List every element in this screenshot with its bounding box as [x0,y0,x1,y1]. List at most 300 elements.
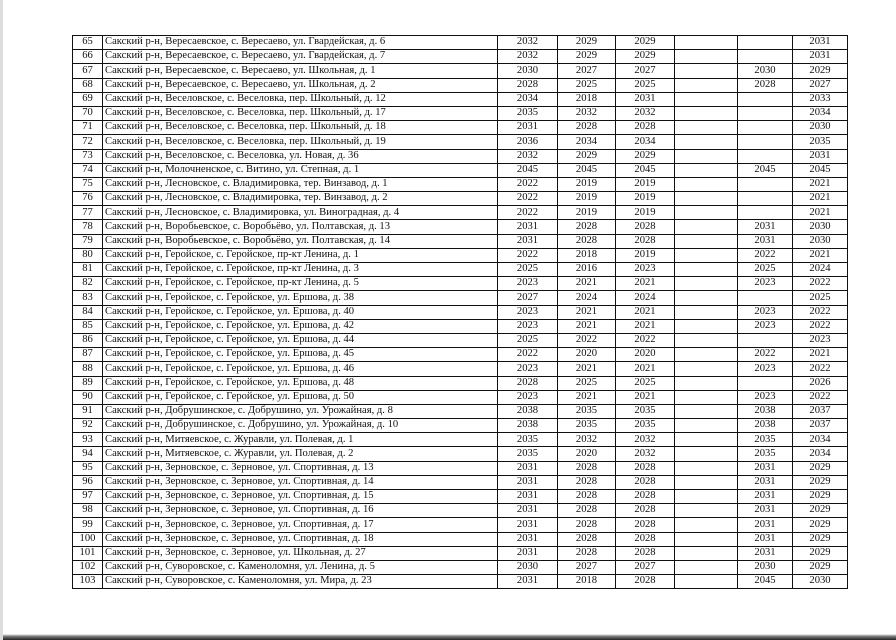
year-cell-3: 2034 [616,135,675,149]
table-row [73,64,848,78]
year-cell-4 [738,36,793,50]
year-cell-1: 2023 [498,305,558,319]
row-number-cell: 71 [73,121,103,135]
year-cell-4: 2031 [738,220,793,234]
table-row [73,518,848,532]
year-cell-2: 2028 [558,220,616,234]
year-cell-1: 2022 [498,177,558,191]
year-cell-1: 2030 [498,560,558,574]
year-cell-4 [738,106,793,120]
year-cell-3: 2029 [616,50,675,64]
address-cell: Сакский р-н, Лесновское, с. Владимировка, ул. Виноградная, д. 4 [103,206,498,220]
year-cell-2: 2035 [558,419,616,433]
empty-cell [675,277,738,291]
address-cell: Сакский р-н, Митяевское, с. Журавли, ул. Полевая, д. 2 [103,447,498,461]
year-cell-3: 2025 [616,376,675,390]
table-row [73,376,848,390]
row-number-cell: 103 [73,575,103,589]
year-cell-2: 2020 [558,447,616,461]
year-cell-2: 2027 [558,560,616,574]
year-cell-3: 2028 [616,121,675,135]
empty-cell [675,518,738,532]
year-cell-1: 2035 [498,106,558,120]
address-cell: Сакский р-н, Геройское, с. Геройское, ул. Ершова, д. 46 [103,362,498,376]
year-cell-3: 2019 [616,192,675,206]
empty-cell [675,135,738,149]
address-cell: Сакский р-н, Суворовское, с. Каменоломня, ул. Мира, д. 23 [103,575,498,589]
table-row [73,277,848,291]
empty-cell [675,64,738,78]
year-cell-4 [738,206,793,220]
empty-cell [675,291,738,305]
year-cell-5: 2029 [793,461,848,475]
year-cell-4: 2023 [738,277,793,291]
table-row [73,319,848,333]
year-cell-3: 2028 [616,234,675,248]
empty-cell [675,163,738,177]
year-cell-4: 2030 [738,560,793,574]
year-cell-3: 2027 [616,560,675,574]
year-cell-5: 2031 [793,149,848,163]
empty-cell [675,504,738,518]
year-cell-1: 2035 [498,447,558,461]
year-cell-1: 2031 [498,461,558,475]
empty-cell [675,333,738,347]
year-cell-1: 2031 [498,518,558,532]
year-cell-2: 2028 [558,532,616,546]
address-cell: Сакский р-н, Молочненское, с. Витино, ул. Степная, д. 1 [103,163,498,177]
address-cell: Сакский р-н, Зерновское, с. Зерновое, ул. Спортивная, д. 13 [103,461,498,475]
table-row [73,78,848,92]
empty-cell [675,234,738,248]
year-cell-2: 2027 [558,64,616,78]
table-row [73,234,848,248]
table-body [73,36,848,589]
empty-cell [675,319,738,333]
year-cell-1: 2031 [498,121,558,135]
year-cell-5: 2022 [793,277,848,291]
table-row [73,560,848,574]
year-cell-3: 2029 [616,149,675,163]
row-number-cell: 65 [73,36,103,50]
address-cell: Сакский р-н, Зерновское, с. Зерновое, ул. Спортивная, д. 14 [103,475,498,489]
row-number-cell: 75 [73,177,103,191]
year-cell-3: 2045 [616,163,675,177]
year-cell-4: 2045 [738,163,793,177]
year-cell-5: 2030 [793,220,848,234]
address-cell: Сакский р-н, Геройское, с. Геройское, ул. Ершова, д. 44 [103,333,498,347]
address-cell: Сакский р-н, Геройское, с. Геройское, ул. Ершова, д. 42 [103,319,498,333]
scan-left-edge [0,0,3,640]
year-cell-5: 2030 [793,121,848,135]
year-cell-5: 2029 [793,532,848,546]
address-cell: Сакский р-н, Веселовское, с. Веселовка, пер. Школьный, д. 18 [103,121,498,135]
year-cell-5: 2045 [793,163,848,177]
empty-cell [675,362,738,376]
table-row [73,163,848,177]
empty-cell [675,50,738,64]
year-cell-3: 2028 [616,504,675,518]
year-cell-2: 2029 [558,149,616,163]
table-row [73,248,848,262]
year-cell-3: 2028 [616,518,675,532]
address-cell: Сакский р-н, Лесновское, с. Владимировка, тер. Винзавод, д. 1 [103,177,498,191]
empty-cell [675,348,738,362]
year-cell-5: 2034 [793,433,848,447]
address-cell: Сакский р-н, Добрушинское, с. Добрушино, ул. Урожайная, д. 8 [103,404,498,418]
year-cell-3: 2024 [616,291,675,305]
year-cell-2: 2019 [558,192,616,206]
year-cell-5: 2027 [793,78,848,92]
row-number-cell: 79 [73,234,103,248]
row-number-cell: 94 [73,447,103,461]
year-cell-2: 2024 [558,291,616,305]
year-cell-4: 2022 [738,348,793,362]
year-cell-2: 2028 [558,475,616,489]
table-row [73,447,848,461]
year-cell-1: 2027 [498,291,558,305]
year-cell-5: 2030 [793,575,848,589]
year-cell-2: 2021 [558,362,616,376]
row-number-cell: 87 [73,348,103,362]
year-cell-4: 2038 [738,404,793,418]
year-cell-2: 2018 [558,248,616,262]
table-row [73,36,848,50]
year-cell-1: 2038 [498,419,558,433]
row-number-cell: 73 [73,149,103,163]
row-number-cell: 86 [73,333,103,347]
row-number-cell: 74 [73,163,103,177]
year-cell-3: 2019 [616,206,675,220]
year-cell-4: 2022 [738,248,793,262]
year-cell-4: 2023 [738,390,793,404]
year-cell-4: 2023 [738,305,793,319]
year-cell-3: 2021 [616,362,675,376]
year-cell-3: 2029 [616,36,675,50]
address-cell: Сакский р-н, Вересаевское, с. Вересаево, ул. Школьная, д. 2 [103,78,498,92]
year-cell-3: 2021 [616,305,675,319]
year-cell-4: 2035 [738,447,793,461]
address-cell: Сакский р-н, Геройское, с. Геройское, пр-кт Ленина, д. 1 [103,248,498,262]
year-cell-1: 2036 [498,135,558,149]
year-cell-4: 2031 [738,504,793,518]
year-cell-2: 2020 [558,348,616,362]
table-row [73,206,848,220]
year-cell-5: 2021 [793,177,848,191]
empty-cell [675,419,738,433]
year-cell-1: 2022 [498,248,558,262]
year-cell-2: 2035 [558,404,616,418]
year-cell-5: 2029 [793,490,848,504]
empty-cell [675,305,738,319]
row-number-cell: 83 [73,291,103,305]
table-row [73,333,848,347]
year-cell-2: 2045 [558,163,616,177]
table-row [73,177,848,191]
row-number-cell: 82 [73,277,103,291]
year-cell-5: 2022 [793,319,848,333]
table-row [73,504,848,518]
year-cell-4 [738,192,793,206]
year-cell-4 [738,376,793,390]
row-number-cell: 77 [73,206,103,220]
year-cell-5: 2029 [793,560,848,574]
year-cell-4: 2025 [738,263,793,277]
row-number-cell: 89 [73,376,103,390]
row-number-cell: 78 [73,220,103,234]
table-row [73,305,848,319]
year-cell-2: 2028 [558,121,616,135]
year-cell-1: 2031 [498,575,558,589]
year-cell-5: 2025 [793,291,848,305]
table-row [73,220,848,234]
empty-cell [675,433,738,447]
empty-cell [675,390,738,404]
year-cell-1: 2030 [498,64,558,78]
row-number-cell: 76 [73,192,103,206]
table-row [73,475,848,489]
empty-cell [675,461,738,475]
empty-cell [675,192,738,206]
empty-cell [675,447,738,461]
year-cell-4: 2031 [738,518,793,532]
housing-registry-table [72,35,848,589]
address-cell: Сакский р-н, Зерновское, с. Зерновое, ул. Спортивная, д. 18 [103,532,498,546]
year-cell-4: 2038 [738,419,793,433]
year-cell-5: 2037 [793,404,848,418]
year-cell-1: 2022 [498,206,558,220]
year-cell-1: 2031 [498,490,558,504]
year-cell-5: 2022 [793,305,848,319]
address-cell: Сакский р-н, Воробьевское, с. Воробьёво, ул. Полтавская, д. 14 [103,234,498,248]
row-number-cell: 80 [73,248,103,262]
year-cell-3: 2021 [616,319,675,333]
address-cell: Сакский р-н, Зерновское, с. Зерновое, ул. Спортивная, д. 17 [103,518,498,532]
year-cell-4 [738,135,793,149]
year-cell-1: 2025 [498,333,558,347]
year-cell-2: 2019 [558,177,616,191]
year-cell-5: 2022 [793,390,848,404]
year-cell-3: 2027 [616,64,675,78]
row-number-cell: 102 [73,560,103,574]
table-row [73,106,848,120]
year-cell-5: 2029 [793,518,848,532]
row-number-cell: 81 [73,263,103,277]
year-cell-3: 2028 [616,532,675,546]
year-cell-4: 2031 [738,475,793,489]
row-number-cell: 101 [73,546,103,560]
row-number-cell: 90 [73,390,103,404]
year-cell-5: 2021 [793,206,848,220]
year-cell-3: 2028 [616,461,675,475]
address-cell: Сакский р-н, Суворовское, с. Каменоломня, ул. Ленина, д. 5 [103,560,498,574]
table-row [73,291,848,305]
empty-cell [675,532,738,546]
year-cell-2: 2028 [558,461,616,475]
year-cell-3: 2022 [616,333,675,347]
year-cell-3: 2019 [616,177,675,191]
year-cell-5: 2034 [793,447,848,461]
year-cell-5: 2031 [793,50,848,64]
year-cell-2: 2028 [558,518,616,532]
table-row [73,121,848,135]
address-cell: Сакский р-н, Геройское, с. Геройское, ул. Ершова, д. 40 [103,305,498,319]
year-cell-4: 2023 [738,319,793,333]
year-cell-1: 2034 [498,92,558,106]
year-cell-1: 2032 [498,36,558,50]
empty-cell [675,376,738,390]
row-number-cell: 70 [73,106,103,120]
year-cell-4 [738,92,793,106]
year-cell-1: 2025 [498,263,558,277]
year-cell-4: 2031 [738,546,793,560]
year-cell-4: 2031 [738,234,793,248]
year-cell-3: 2021 [616,277,675,291]
row-number-cell: 91 [73,404,103,418]
year-cell-3: 2028 [616,490,675,504]
year-cell-1: 2031 [498,504,558,518]
year-cell-1: 2038 [498,404,558,418]
year-cell-1: 2022 [498,348,558,362]
table-row [73,546,848,560]
year-cell-3: 2031 [616,92,675,106]
year-cell-4 [738,177,793,191]
table-row [73,490,848,504]
empty-cell [675,475,738,489]
year-cell-3: 2032 [616,447,675,461]
year-cell-4 [738,149,793,163]
address-cell: Сакский р-н, Добрушинское, с. Добрушино, ул. Урожайная, д. 10 [103,419,498,433]
year-cell-4: 2031 [738,461,793,475]
year-cell-1: 2045 [498,163,558,177]
year-cell-4 [738,291,793,305]
address-cell: Сакский р-н, Геройское, с. Геройское, ул. Ершова, д. 48 [103,376,498,390]
table-row [73,348,848,362]
year-cell-2: 2029 [558,50,616,64]
row-number-cell: 72 [73,135,103,149]
address-cell: Сакский р-н, Геройское, с. Геройское, ул. Ершова, д. 38 [103,291,498,305]
year-cell-2: 2018 [558,575,616,589]
empty-cell [675,263,738,277]
empty-cell [675,206,738,220]
row-number-cell: 69 [73,92,103,106]
empty-cell [675,546,738,560]
year-cell-1: 2028 [498,78,558,92]
empty-cell [675,121,738,135]
year-cell-2: 2028 [558,546,616,560]
address-cell: Сакский р-н, Зерновское, с. Зерновое, ул. Спортивная, д. 15 [103,490,498,504]
year-cell-2: 2028 [558,234,616,248]
year-cell-4: 2023 [738,362,793,376]
address-cell: Сакский р-н, Веселовское, с. Веселовка, ул. Новая, д. 36 [103,149,498,163]
year-cell-2: 2021 [558,390,616,404]
year-cell-2: 2025 [558,376,616,390]
table-row [73,50,848,64]
empty-cell [675,490,738,504]
year-cell-3: 2020 [616,348,675,362]
address-cell: Сакский р-н, Вересаевское, с. Вересаево, ул. Гвардейская, д. 6 [103,36,498,50]
year-cell-5: 2029 [793,504,848,518]
row-number-cell: 95 [73,461,103,475]
year-cell-3: 2021 [616,390,675,404]
year-cell-3: 2019 [616,248,675,262]
year-cell-3: 2023 [616,263,675,277]
year-cell-1: 2023 [498,277,558,291]
year-cell-2: 2028 [558,504,616,518]
year-cell-3: 2028 [616,546,675,560]
year-cell-1: 2031 [498,532,558,546]
year-cell-2: 2034 [558,135,616,149]
scan-bottom-edge [0,634,896,640]
year-cell-5: 2021 [793,248,848,262]
address-cell: Сакский р-н, Воробьевское, с. Воробьёво, ул. Полтавская, д. 13 [103,220,498,234]
year-cell-5: 2021 [793,348,848,362]
address-cell: Сакский р-н, Веселовское, с. Веселовка, пер. Школьный, д. 19 [103,135,498,149]
row-number-cell: 93 [73,433,103,447]
year-cell-2: 2029 [558,36,616,50]
year-cell-5: 2030 [793,234,848,248]
address-cell: Сакский р-н, Зерновское, с. Зерновое, ул. Спортивная, д. 16 [103,504,498,518]
empty-cell [675,106,738,120]
table-row [73,532,848,546]
year-cell-2: 2028 [558,490,616,504]
year-cell-3: 2025 [616,78,675,92]
row-number-cell: 68 [73,78,103,92]
row-number-cell: 100 [73,532,103,546]
address-cell: Сакский р-н, Лесновское, с. Владимировка, тер. Винзавод, д. 2 [103,192,498,206]
row-number-cell: 97 [73,490,103,504]
year-cell-3: 2032 [616,106,675,120]
year-cell-1: 2023 [498,390,558,404]
year-cell-2: 2016 [558,263,616,277]
year-cell-3: 2032 [616,433,675,447]
year-cell-5: 2026 [793,376,848,390]
year-cell-5: 2023 [793,333,848,347]
empty-cell [675,248,738,262]
year-cell-2: 2032 [558,433,616,447]
table-row [73,575,848,589]
table-row [73,92,848,106]
year-cell-2: 2032 [558,106,616,120]
year-cell-4: 2045 [738,575,793,589]
year-cell-1: 2023 [498,319,558,333]
year-cell-1: 2032 [498,50,558,64]
year-cell-5: 2029 [793,475,848,489]
table-row [73,404,848,418]
address-cell: Сакский р-н, Веселовское, с. Веселовка, пер. Школьный, д. 17 [103,106,498,120]
year-cell-2: 2021 [558,319,616,333]
address-cell: Сакский р-н, Зерновское, с. Зерновое, ул. Школьная, д. 27 [103,546,498,560]
year-cell-5: 2029 [793,546,848,560]
row-number-cell: 99 [73,518,103,532]
empty-cell [675,220,738,234]
year-cell-2: 2018 [558,92,616,106]
year-cell-4: 2028 [738,78,793,92]
year-cell-1: 2032 [498,149,558,163]
year-cell-4 [738,333,793,347]
year-cell-3: 2035 [616,419,675,433]
table-row [73,461,848,475]
year-cell-1: 2031 [498,234,558,248]
year-cell-1: 2028 [498,376,558,390]
year-cell-4: 2031 [738,490,793,504]
row-number-cell: 92 [73,419,103,433]
year-cell-5: 2022 [793,362,848,376]
year-cell-2: 2019 [558,206,616,220]
year-cell-5: 2021 [793,192,848,206]
table-row [73,390,848,404]
year-cell-5: 2031 [793,36,848,50]
